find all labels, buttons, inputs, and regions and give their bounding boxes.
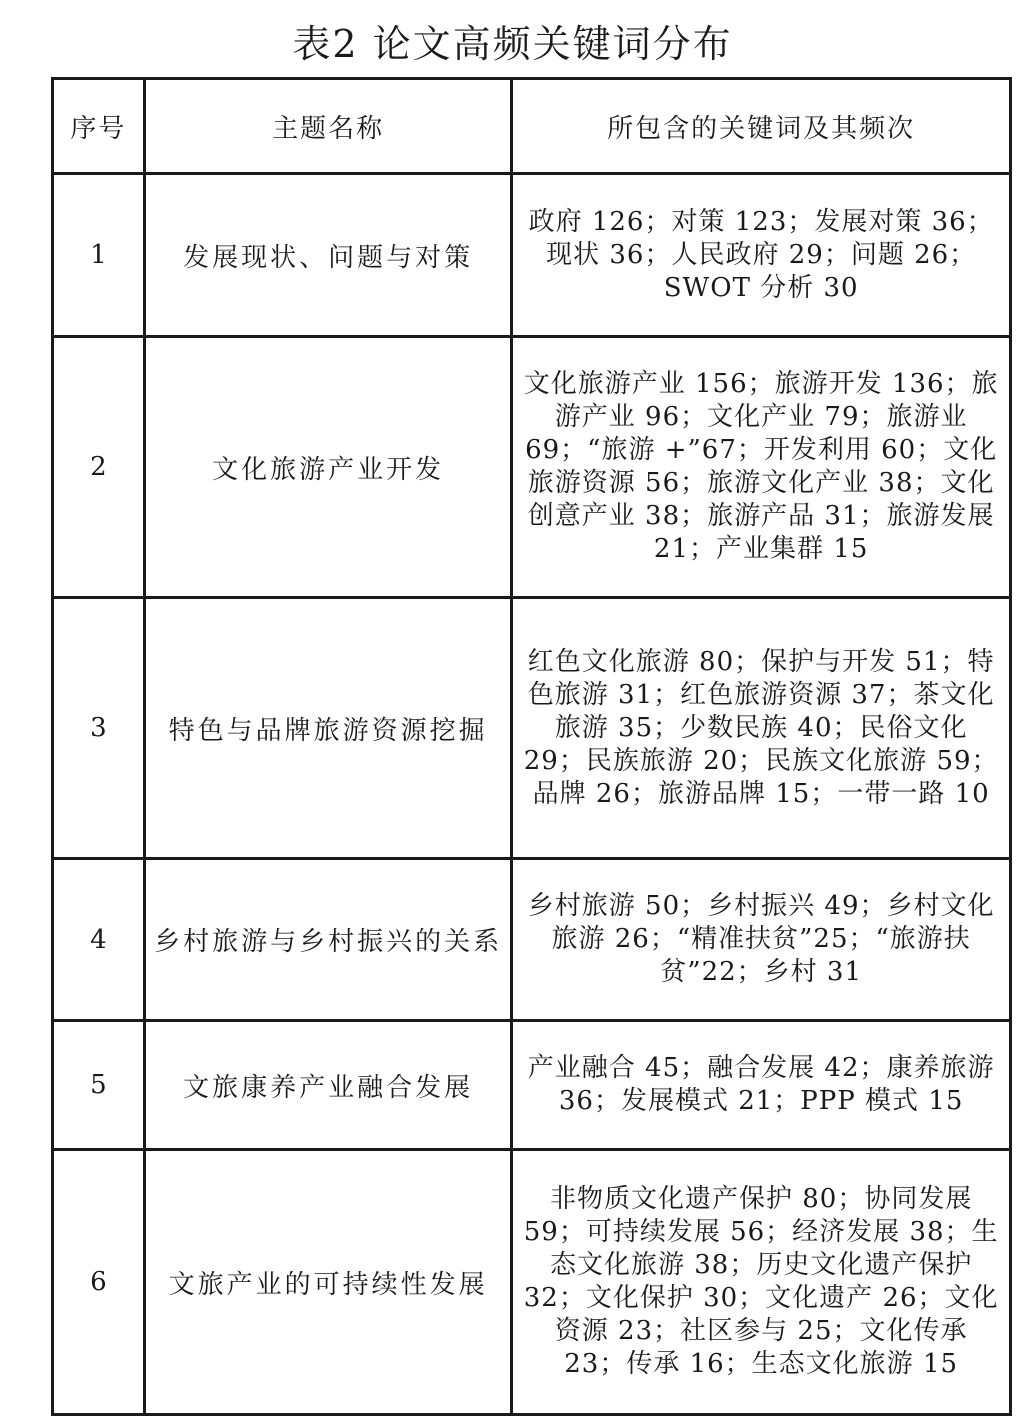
row-keywords: 乡村旅游 50；乡村振兴 49；乡村文化旅游 26；“精准扶贫”25；“旅游扶贫”22；乡村 31 xyxy=(512,859,1011,1021)
row-number: 5 xyxy=(53,1021,145,1150)
table-row xyxy=(53,1150,1011,1415)
row-topic: 特色与品牌旅游资源挖掘 xyxy=(144,598,511,859)
keyword-table-container xyxy=(51,77,1012,1416)
row-keywords: 红色文化旅游 80；保护与开发 51；特色旅游 31；红色旅游资源 37；茶文化旅游 35；少数民族 40；民俗文化 29；民族旅游 20；民族文化旅游 59；品牌 26；旅游品牌 15；一带一路 10 xyxy=(512,598,1011,859)
row-number: 6 xyxy=(53,1150,145,1415)
header-row xyxy=(53,79,1011,174)
header-serial-number: 序号 xyxy=(53,79,145,174)
row-topic: 文化旅游产业开发 xyxy=(144,337,511,598)
row-keywords: 产业融合 45；融合发展 42；康养旅游 36；发展模式 21；PPP 模式 15 xyxy=(512,1021,1011,1150)
row-number: 4 xyxy=(53,859,145,1021)
table-row xyxy=(53,337,1011,598)
row-keywords: 政府 126；对策 123；发展对策 36；现状 36；人民政府 29；问题 26；SWOT 分析 30 xyxy=(512,174,1011,337)
table-title: 表2 论文高频关键词分布 xyxy=(292,22,733,66)
row-number: 1 xyxy=(53,174,145,337)
row-number: 3 xyxy=(53,598,145,859)
table-row xyxy=(53,1021,1011,1150)
table-row xyxy=(53,859,1011,1021)
row-keywords: 文化旅游产业 156；旅游开发 136；旅游产业 96；文化产业 79；旅游业 69；“旅游 +”67；开发利用 60；文化旅游资源 56；旅游文化产业 38；文化创意产业 38；旅游产品 31；旅游发展 21；产业集群 15 xyxy=(512,337,1011,598)
keyword-table xyxy=(51,77,1012,1416)
header-topic-name: 主题名称 xyxy=(144,79,511,174)
table-row xyxy=(53,598,1011,859)
row-keywords: 非物质文化遗产保护 80；协同发展 59；可持续发展 56；经济发展 38；生态文化旅游 38；历史文化遗产保护 32；文化保护 30；文化遗产 26；文化资源 23；社区参与 25；文化传承 23；传承 16；生态文化旅游 15 xyxy=(512,1150,1011,1415)
row-topic: 发展现状、问题与对策 xyxy=(144,174,511,337)
header-keywords: 所包含的关键词及其频次 xyxy=(512,79,1011,174)
row-number: 2 xyxy=(53,337,145,598)
row-topic: 文旅康养产业融合发展 xyxy=(144,1021,511,1150)
row-topic: 乡村旅游与乡村振兴的关系 xyxy=(144,859,511,1021)
table-row xyxy=(53,174,1011,337)
row-topic: 文旅产业的可持续性发展 xyxy=(144,1150,511,1415)
